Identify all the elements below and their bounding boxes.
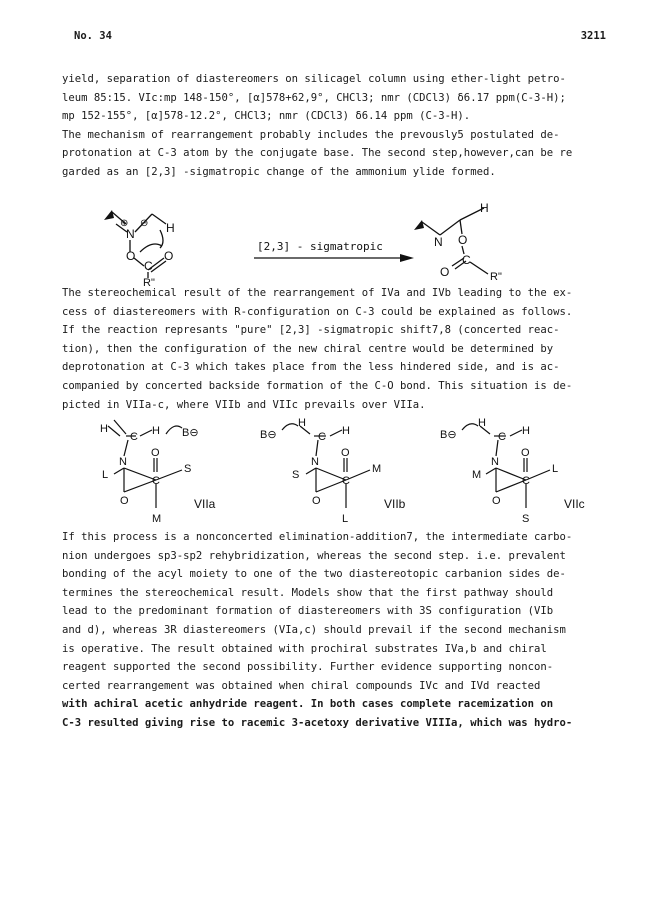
right-substituent: L (552, 463, 559, 475)
base-anion: B⊖ (440, 429, 457, 441)
carbon-atom: C (318, 431, 326, 443)
oxygen-atom: O (341, 447, 350, 459)
text-line: certed rearrangement was obtained when chiral compounds IVc and IVd reacted (62, 679, 541, 692)
ring-oxygen-atom: O (312, 495, 321, 507)
hydrogen-atom: H (166, 221, 175, 235)
product-carbonyl-oxygen: O (440, 265, 450, 279)
oxygen-atom: O (151, 447, 160, 459)
text-line: cess of diastereomers with R-configuration on C-3 could be explained as follows. (62, 305, 573, 318)
text-line: The stereochemical result of the rearrangement of IVa and IVb leading to the ex- (62, 287, 573, 299)
bottom-substituent: M (152, 513, 162, 525)
transition-state-structures (90, 412, 590, 530)
base-anion: B⊖ (260, 429, 277, 441)
central-carbon-atom: C (522, 475, 530, 487)
paragraph-2 (62, 284, 622, 414)
text-line: garded as an [2,3] -sigmatropic change of the ammonium ylide formed. (62, 165, 496, 178)
structure-label-viib: VIIb (384, 497, 406, 511)
product-r-group: R" (490, 271, 502, 283)
carbonyl-carbon-atom: C (144, 259, 153, 273)
left-substituent: M (472, 469, 482, 481)
ring-oxygen-atom: O (120, 495, 129, 507)
text-line: companied by concerted backside formation of the C-O bond. This situation is de- (62, 379, 573, 392)
product-carbonyl-carbon: C (462, 253, 471, 267)
text-line: leum 85:15. VIc:mp 148-150°, [α]578+62,9°, CHCl3; nmr (CDCl3) δ6.17 ppm(C-3-H); (62, 91, 566, 104)
text-line: If the reaction represants "pure" [2,3] -sigmatropic shift7,8 (concerted reac- (62, 324, 560, 337)
text-line: deprotonation at C-3 which takes place from the less hindered side, and is ac- (62, 361, 560, 374)
right-substituent: S (184, 463, 192, 475)
page-number: 3211 (580, 30, 606, 42)
left-substituent: S (292, 469, 300, 481)
text-line: tion), then the configuration of the new chiral centre would be determined by (62, 342, 554, 355)
text-line: with achiral acetic anhydride reagent. In both cases complete racemization on (62, 698, 554, 711)
text-line: If this process is a nonconcerted elimination-addition7, the intermediate carbo- (62, 531, 573, 543)
journal-issue-number: No. 34 (74, 30, 112, 42)
nitrogen-atom: N (126, 227, 135, 241)
carbon-atom: C (498, 431, 506, 443)
carbonyl-oxygen-atom: O (164, 249, 174, 263)
text-line: picted in VIIa-c, where VIIb and VIIc prevails over VIIa. (62, 398, 426, 411)
bottom-substituent: L (342, 513, 349, 525)
ylide-charge-minus: ⊖ (140, 218, 149, 229)
left-substituent: L (102, 469, 109, 481)
bottom-substituent: S (522, 513, 530, 525)
r-group: R" (143, 277, 155, 289)
structure-viic (440, 417, 585, 525)
hydrogen-atom: H (522, 425, 530, 437)
text-line: and d), whereas 3R diastereomers (VIa,c) should prevail if the second mechanism (62, 623, 566, 636)
text-line: yield, separation of diastereomers on silicagel column using ether-light petro- (62, 73, 566, 85)
ammonium-charge-plus: ⊕ (120, 218, 129, 229)
base-anion: B⊖ (182, 427, 199, 439)
sigmatropic-arrow-label: [2,3] - sigmatropic (257, 240, 383, 253)
oxygen-atom: O (521, 447, 530, 459)
nitrogen-atom: N (311, 456, 319, 468)
structure-viia (100, 420, 216, 525)
text-line: lead to the predominant formation of diastereomers with 3S configuration (VIb (62, 605, 554, 618)
nitrogen-atom: N (119, 456, 127, 468)
text-line: nion undergoes sp3-sp2 rehybridization, whereas the second step. i.e. prevalent (62, 549, 566, 562)
central-carbon-atom: C (152, 475, 160, 487)
ring-oxygen-atom: O (492, 495, 501, 507)
text-line: C-3 resulted giving rise to racemic 3-acetoxy derivative VIIIa, which was hydro- (62, 716, 573, 729)
hydrogen-atom: H (100, 423, 108, 435)
right-substituent: M (372, 463, 382, 475)
carbon-atom: C (130, 431, 138, 443)
text-line: bonding of the acyl moiety to one of the two diastereotopic carbanion sides de- (62, 568, 566, 581)
text-line: termines the stereochemical result. Models show that the first pathway should (62, 586, 554, 599)
text-line: mp 152-155°, [α]578-12.2°, CHCl3; nmr (CDCl3) δ6.14 ppm (C-3-H). (62, 110, 471, 123)
text-line: is operative. The result obtained with prochiral substrates IVa,b and chiral (62, 642, 547, 655)
product-hydrogen-atom: H (480, 201, 489, 215)
paragraph-3 (62, 528, 622, 733)
hydrogen-atom: H (342, 425, 350, 437)
hydrogen-atom: H (298, 417, 306, 429)
nitrogen-atom: N (491, 456, 499, 468)
text-line: protonation at C-3 atom by the conjugate base. The second step,however,can be re (62, 147, 573, 160)
sigmatropic-reaction-scheme (100, 182, 570, 288)
paragraph-1 (62, 70, 622, 182)
oxygen-atom: O (126, 249, 136, 263)
hydrogen-atom: H (478, 417, 486, 429)
structure-viib (260, 417, 406, 525)
structure-label-viic: VIIc (564, 497, 585, 511)
structure-label-viia: VIIa (194, 497, 216, 511)
hydrogen-atom: H (152, 425, 160, 437)
product-nitrogen-atom: N (434, 235, 443, 249)
text-line: reagent supported the second possibility. Further evidence supporting noncon- (62, 661, 554, 674)
text-line: The mechanism of rearrangement probably includes the prevously5 postulated de- (62, 128, 560, 141)
product-oxygen-atom: O (458, 233, 468, 247)
central-carbon-atom: C (342, 475, 350, 487)
